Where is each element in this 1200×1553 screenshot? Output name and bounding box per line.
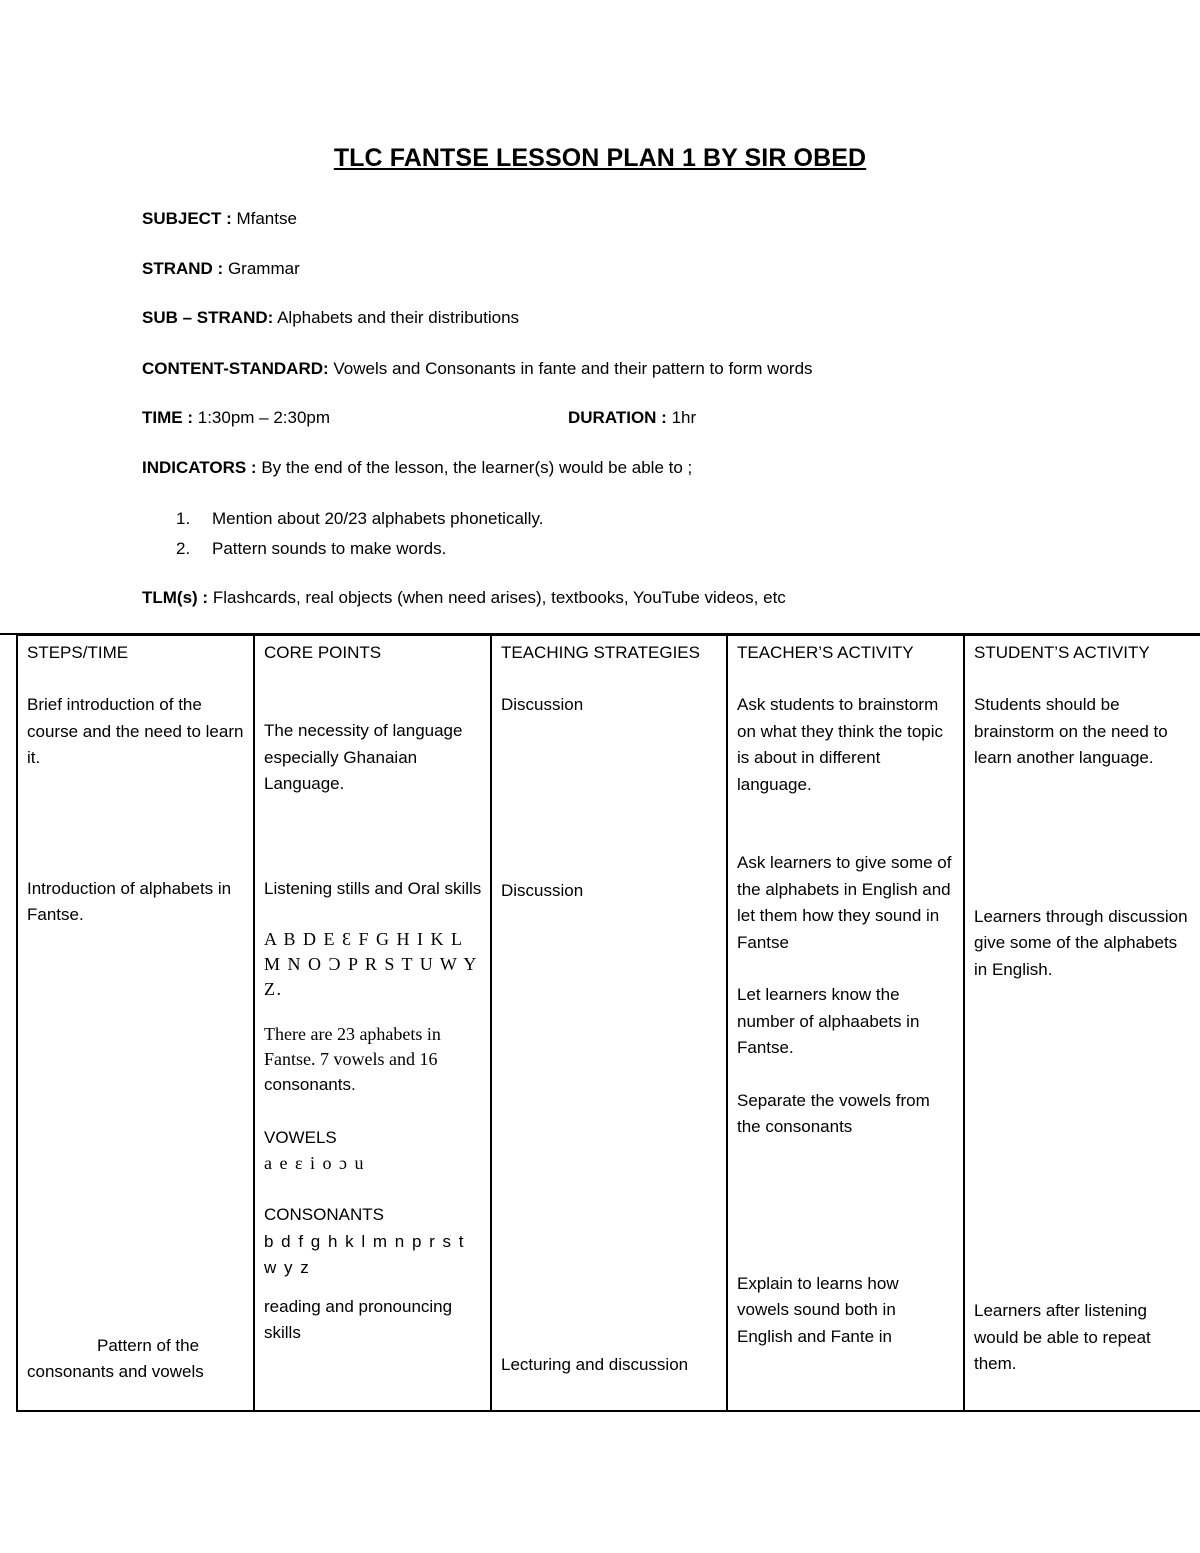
sub-strand-label: SUB – STRAND: [142,308,274,327]
column-header: CORE POINTS [264,643,382,662]
duration-value: 1hr [671,408,697,427]
column-header: TEACHING STRATEGIES [501,643,700,662]
strategy-item: Discussion [501,880,584,900]
indicators-label: INDICATORS : [142,458,257,477]
strand-label: STRAND : [142,259,224,278]
list-number: 2. [176,539,191,558]
time-label: TIME : [142,408,193,427]
strand-field [142,259,300,279]
teacher-activity-item: Ask students to brainstorm on what they think the topic is about in different language. [737,695,944,794]
step-pattern: Pattern of the consonants and vowels [27,1335,204,1381]
duration-label: DURATION : [568,408,667,427]
alphabet-count-end: consonants. [264,1075,356,1094]
vowels-label: VOWELS [264,1127,337,1147]
page-title: TLC FANTSE LESSON PLAN 1 BY SIR OBED [333,144,867,172]
step-alphabets: Introduction of alphabets in Fantse. [27,878,232,924]
core-point-necessity: The necessity of language especially Ghanaian Language. [264,721,463,793]
content-standard-label: CONTENT-STANDARD: [142,359,329,378]
sub-strand-value: Alphabets and their distributions [277,308,520,327]
tlm-field [142,588,786,608]
core-point-skills: Listening stills and Oral skills [264,878,482,898]
subject-label: SUBJECT : [142,209,232,228]
strategies-column [491,635,727,1411]
indicators-value: By the end of the lesson, the learner(s) would be able to ; [261,458,693,477]
student-activity-column [964,635,1200,1411]
student-activity-item: Learners after listening would be able to repeat them. [974,1301,1151,1373]
list-number: 1. [176,509,191,528]
indicators-field [142,458,692,478]
student-activity-item: Students should be brainstorm on the need to learn another language. [974,695,1168,767]
list-item [176,508,543,538]
alphabet-list: A B D E Ɛ F G H I K L M N O Ɔ P R S T U W Y Z. [264,929,478,999]
teacher-activity-item: Explain to learns how vowels sound both in English and Fante in [737,1273,899,1346]
tlm-label: TLM(s) : [142,588,209,607]
teacher-activity-item: Ask learners to give some of the alphabets in English and let them how they sound in Fantse [737,853,952,952]
teacher-activity-column [727,635,964,1411]
list-text: Mention about 20/23 alphabets phonetically. [212,509,544,528]
strategy-item: Lecturing and discussion [501,1355,689,1374]
teacher-activity-item: Separate the vowels from the consonants [737,1090,930,1136]
duration-field [568,408,696,428]
core-point-reading: reading and pronouncing skills [264,1296,453,1342]
time-value: 1:30pm – 2:30pm [197,408,331,427]
lesson-plan-table [16,634,1200,1412]
time-field [142,408,330,428]
vowels-list: a e ɛ i o ɔ u [264,1153,366,1173]
consonants-label: CONSONANTS [264,1205,384,1224]
column-header: STEPS/TIME [27,643,129,662]
core-points-column [254,635,491,1411]
teacher-activity-item: Let learners know the number of alphaabets in Fantse. [737,985,920,1057]
student-activity-item: Learners through discussion give some of the alphabets in English. [974,906,1188,979]
alphabet-count: There are 23 aphabets in Fantse. 7 vowels and 16 [264,1024,441,1069]
step-intro: Brief introduction of the course and the need to learn it. [27,695,244,767]
content-standard-field [142,359,813,379]
strand-value: Grammar [227,259,300,278]
subject-value: Mfantse [236,209,297,228]
list-text: Pattern sounds to make words. [212,539,447,558]
content-standard-value: Vowels and Consonants in fante and their pattern to form words [333,359,813,378]
consonants-list: b d f g h k l m n p r s t w y z [264,1231,465,1277]
list-item [176,538,543,568]
indicators-list [176,508,543,568]
column-header: STUDENT’S ACTIVITY [974,643,1150,662]
steps-column [17,635,254,1411]
tlm-value: Flashcards, real objects (when need arises), textbooks, YouTube videos, etc [212,588,786,607]
subject-field [142,209,297,229]
sub-strand-field [142,308,519,328]
strategy-item: Discussion [501,695,584,714]
column-header: TEACHER’S ACTIVITY [737,643,914,662]
